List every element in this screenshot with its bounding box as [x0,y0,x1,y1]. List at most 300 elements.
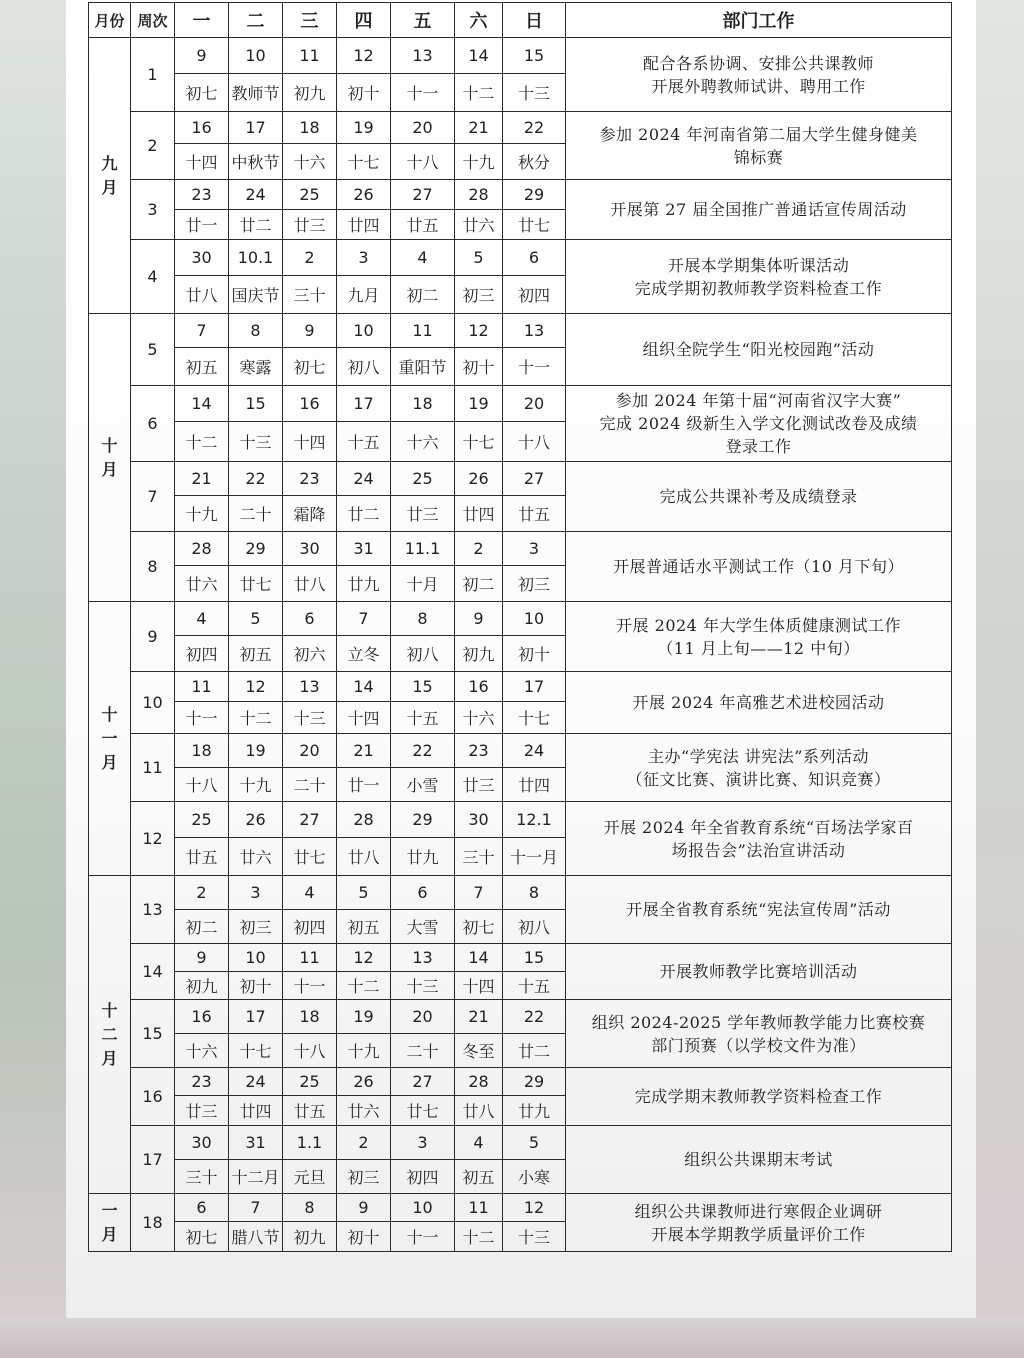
lunar-date-cell: 廿九 [391,838,455,876]
week-date-row [89,802,952,838]
date-cell: 22 [229,462,283,496]
date-cell: 9 [283,314,337,348]
lunar-date-cell: 初六 [283,636,337,672]
date-cell: 27 [503,462,566,496]
lunar-date-cell: 十二 [175,422,229,462]
department-work-cell [566,944,952,1000]
date-cell: 28 [455,1068,503,1096]
work-item-line: （11 月上旬——12 中旬） [657,638,860,658]
date-cell: 10 [229,38,283,74]
lunar-date-cell: 十一 [503,348,566,386]
date-cell: 10 [229,944,283,972]
date-cell: 18 [391,386,455,422]
week-number: 18 [131,1194,175,1252]
week-date-row [89,1068,952,1096]
date-cell: 18 [175,734,229,768]
lunar-date-cell: 廿三 [455,768,503,802]
date-cell: 4 [455,1126,503,1160]
lunar-date-cell: 初三 [503,566,566,602]
lunar-date-cell: 初二 [391,276,455,314]
month-label-text: 一月 [101,1200,118,1244]
date-cell: 10 [391,1194,455,1222]
date-cell: 14 [175,386,229,422]
lunar-date-cell: 十月 [391,566,455,602]
department-work-cell [566,532,952,602]
work-item-line: 开展 2024 年大学生体质健康测试工作 [616,615,901,635]
date-cell: 13 [503,314,566,348]
work-item-line: 完成公共课补考及成绩登录 [659,487,858,506]
week-number: 15 [131,1000,175,1068]
lunar-date-cell: 小寒 [503,1160,566,1194]
week-date-row [89,240,952,276]
department-work-cell [566,180,952,240]
lunar-date-cell: 冬至 [455,1034,503,1068]
lunar-date-cell: 廿七 [229,566,283,602]
lunar-date-cell: 廿二 [503,1034,566,1068]
date-cell: 30 [175,1126,229,1160]
date-cell: 13 [391,38,455,74]
week-number: 1 [131,38,175,112]
lunar-date-cell: 十八 [503,422,566,462]
date-cell: 6 [391,876,455,910]
lunar-date-cell: 十八 [391,144,455,180]
week-date-row [89,602,952,636]
work-item-line: 完成 2024 级新生入学文化测试改卷及成绩 [599,414,918,433]
lunar-date-cell: 初三 [455,276,503,314]
lunar-date-cell: 十五 [391,702,455,734]
work-item-line: 组织公共课教师进行寒假企业调研 [634,1201,883,1221]
header-day-fri: 五 [391,3,455,38]
date-cell: 23 [455,734,503,768]
lunar-date-cell: 十二 [455,1222,503,1252]
date-cell: 15 [503,944,566,972]
date-cell: 3 [229,876,283,910]
department-work-cell [566,462,952,532]
department-work-cell [566,38,952,112]
lunar-date-cell: 廿七 [503,210,566,240]
date-cell: 11 [175,672,229,702]
date-cell: 3 [337,240,391,276]
lunar-date-cell: 十二 [455,74,503,112]
lunar-date-cell: 廿五 [391,210,455,240]
week-number: 13 [131,876,175,944]
date-cell: 14 [337,672,391,702]
lunar-date-cell: 初七 [175,74,229,112]
lunar-date-cell: 廿六 [337,1096,391,1126]
lunar-date-cell: 廿四 [337,210,391,240]
lunar-date-cell: 初十 [337,1222,391,1252]
date-cell: 21 [337,734,391,768]
work-item-line: 参加 2024 年河南省第二届大学生健身健美 [599,124,918,144]
date-cell: 12 [337,38,391,74]
lunar-date-cell: 廿六 [455,210,503,240]
week-date-row [89,532,952,566]
date-cell: 20 [391,112,455,144]
lunar-date-cell: 初十 [503,636,566,672]
date-cell: 22 [503,1000,566,1034]
lunar-date-cell: 教师节 [229,74,283,112]
date-cell: 25 [175,802,229,838]
date-cell: 7 [175,314,229,348]
lunar-date-cell: 廿七 [283,838,337,876]
department-work-cell [566,672,952,734]
lunar-date-cell: 国庆节 [229,276,283,314]
work-item-line: 开展 2024 年全省教育系统“百场法学家百 [603,817,914,837]
work-item-line: 开展本学期教学质量评价工作 [651,1224,866,1244]
date-cell: 20 [503,386,566,422]
lunar-date-cell: 十七 [337,144,391,180]
date-cell: 6 [175,1194,229,1222]
lunar-date-cell: 廿九 [337,566,391,602]
work-item-line: 登录工作 [725,437,792,456]
date-cell: 29 [391,802,455,838]
lunar-date-cell: 小雪 [391,768,455,802]
lunar-date-cell: 廿五 [175,838,229,876]
week-number: 17 [131,1126,175,1194]
date-cell: 20 [391,1000,455,1034]
lunar-date-cell: 二十 [283,768,337,802]
date-cell: 19 [337,1000,391,1034]
date-cell: 26 [229,802,283,838]
week-date-row [89,180,952,210]
date-cell: 7 [337,602,391,636]
department-work-cell [566,386,952,462]
date-cell: 7 [229,1194,283,1222]
date-cell: 3 [503,532,566,566]
date-cell: 11 [391,314,455,348]
lunar-date-cell: 十一 [391,74,455,112]
lunar-date-cell: 十四 [337,702,391,734]
date-cell: 30 [175,240,229,276]
lunar-date-cell: 初九 [283,1222,337,1252]
lunar-date-cell: 初二 [175,910,229,944]
date-cell: 16 [175,1000,229,1034]
lunar-date-cell: 廿七 [391,1096,455,1126]
lunar-date-cell: 十三 [503,1222,566,1252]
lunar-date-cell: 廿五 [503,496,566,532]
date-cell: 5 [503,1126,566,1160]
week-date-row [89,876,952,910]
date-cell: 8 [391,602,455,636]
month-label-text: 九月 [101,153,118,197]
week-number: 12 [131,802,175,876]
lunar-date-cell: 十三 [503,74,566,112]
lunar-date-cell: 十五 [337,422,391,462]
date-cell: 12.1 [503,802,566,838]
date-cell: 25 [283,180,337,210]
lunar-date-cell: 初五 [229,636,283,672]
background-right [972,0,1024,1358]
lunar-date-cell: 初四 [391,1160,455,1194]
date-cell: 22 [503,112,566,144]
lunar-date-cell: 初十 [337,74,391,112]
lunar-date-cell: 十六 [455,702,503,734]
lunar-date-cell: 十四 [283,422,337,462]
month-label [89,876,131,1194]
header-week: 周次 [131,3,175,38]
date-cell: 19 [455,386,503,422]
lunar-date-cell: 廿三 [391,496,455,532]
date-cell: 17 [229,112,283,144]
date-cell: 20 [283,734,337,768]
date-cell: 15 [503,38,566,74]
lunar-date-cell: 十三 [229,422,283,462]
lunar-date-cell: 十七 [455,422,503,462]
week-date-row [89,112,952,144]
lunar-date-cell: 初八 [337,348,391,386]
date-cell: 12 [229,672,283,702]
header-month: 月份 [89,3,131,38]
lunar-date-cell: 十一 [175,702,229,734]
date-cell: 24 [229,1068,283,1096]
date-cell: 17 [503,672,566,702]
lunar-date-cell: 二十 [391,1034,455,1068]
work-item-line: 组织公共课期末考试 [684,1150,833,1169]
date-cell: 10.1 [229,240,283,276]
date-cell: 4 [283,876,337,910]
date-cell: 2 [455,532,503,566]
lunar-date-cell: 初十 [455,348,503,386]
date-cell: 16 [455,672,503,702]
lunar-date-cell: 十七 [503,702,566,734]
department-work-cell [566,734,952,802]
date-cell: 31 [229,1126,283,1160]
month-label [89,1194,131,1252]
date-cell: 23 [283,462,337,496]
lunar-date-cell: 廿一 [337,768,391,802]
date-cell: 13 [283,672,337,702]
lunar-date-cell: 初四 [283,910,337,944]
date-cell: 6 [283,602,337,636]
lunar-date-cell: 初七 [175,1222,229,1252]
week-number: 4 [131,240,175,314]
lunar-date-cell: 初三 [337,1160,391,1194]
work-item-line: 开展本学期集体听课活动 [667,255,850,275]
date-cell: 27 [283,802,337,838]
lunar-date-cell: 廿一 [175,210,229,240]
week-date-row [89,672,952,702]
lunar-date-cell: 初五 [337,910,391,944]
date-cell: 15 [229,386,283,422]
date-cell: 11 [283,38,337,74]
date-cell: 8 [229,314,283,348]
date-cell: 27 [391,180,455,210]
date-cell: 4 [391,240,455,276]
date-cell: 9 [337,1194,391,1222]
lunar-date-cell: 廿六 [175,566,229,602]
date-cell: 18 [283,112,337,144]
date-cell: 29 [503,1068,566,1096]
week-number: 5 [131,314,175,386]
date-cell: 28 [337,802,391,838]
lunar-date-cell: 十六 [283,144,337,180]
lunar-date-cell: 初十 [229,972,283,1000]
lunar-date-cell: 立冬 [337,636,391,672]
date-cell: 16 [283,386,337,422]
lunar-date-cell: 初九 [175,972,229,1000]
work-item-line: 场报告会”法治宣讲活动 [671,840,846,860]
date-cell: 24 [337,462,391,496]
date-cell: 7 [455,876,503,910]
date-cell: 25 [283,1068,337,1096]
lunar-date-cell: 廿八 [337,838,391,876]
work-item-line: 部门预赛（以学校文件为准） [651,1035,866,1055]
department-work-cell [566,240,952,314]
lunar-date-cell: 初四 [175,636,229,672]
work-item-line: 开展 2024 年高雅艺术进校园活动 [632,693,885,712]
lunar-date-cell: 廿六 [229,838,283,876]
date-cell: 3 [391,1126,455,1160]
date-cell: 14 [455,944,503,972]
lunar-date-cell: 十九 [175,496,229,532]
lunar-date-cell: 十二 [229,702,283,734]
week-date-row [89,314,952,348]
date-cell: 28 [175,532,229,566]
header-work: 部门工作 [566,3,952,38]
lunar-date-cell: 初三 [229,910,283,944]
date-cell: 5 [229,602,283,636]
date-cell: 29 [229,532,283,566]
lunar-date-cell: 初七 [283,348,337,386]
lunar-date-cell: 初九 [455,636,503,672]
background-left [0,0,70,1358]
date-cell: 10 [503,602,566,636]
department-work-cell [566,1194,952,1252]
week-date-row [89,38,952,74]
week-date-row [89,734,952,768]
week-date-row [89,386,952,422]
work-item-line: 开展外聘教师试讲、聘用工作 [651,76,866,96]
lunar-date-cell: 廿九 [503,1096,566,1126]
work-item-line: （征文比赛、演讲比赛、知识竞赛） [626,769,891,789]
lunar-date-cell: 廿八 [175,276,229,314]
header-day-thu: 四 [337,3,391,38]
lunar-date-cell: 寒露 [229,348,283,386]
work-item-line: 组织 2024-2025 学年教师教学能力比赛校赛 [591,1012,926,1032]
lunar-date-cell: 廿八 [283,566,337,602]
date-cell: 15 [391,672,455,702]
month-label-text: 十一月 [101,704,118,772]
lunar-date-cell: 初四 [503,276,566,314]
work-item-line: 配合各系协调、安排公共课教师 [642,53,874,73]
lunar-date-cell: 大雪 [391,910,455,944]
date-cell: 21 [175,462,229,496]
lunar-date-cell: 中秋节 [229,144,283,180]
background-bottom [0,1318,1024,1358]
month-label [89,38,131,314]
lunar-date-cell: 十四 [455,972,503,1000]
date-cell: 14 [455,38,503,74]
lunar-date-cell: 初二 [455,566,503,602]
lunar-date-cell: 初五 [175,348,229,386]
lunar-date-cell: 霜降 [283,496,337,532]
date-cell: 2 [337,1126,391,1160]
work-item-line: 锦标赛 [733,147,784,167]
lunar-date-cell: 十二月 [229,1160,283,1194]
date-cell: 9 [455,602,503,636]
lunar-date-cell: 元旦 [283,1160,337,1194]
header-day-sun: 日 [503,3,566,38]
lunar-date-cell: 十二 [337,972,391,1000]
date-cell: 10 [337,314,391,348]
date-cell: 23 [175,1068,229,1096]
lunar-date-cell: 三十 [175,1160,229,1194]
date-cell: 28 [455,180,503,210]
header-day-tue: 二 [229,3,283,38]
department-work-cell [566,1068,952,1126]
lunar-date-cell: 廿四 [503,768,566,802]
lunar-date-cell: 十一 [391,1222,455,1252]
lunar-date-cell: 三十 [455,838,503,876]
work-item-line: 开展普通话水平测试工作（10 月下旬） [613,557,904,576]
week-number: 3 [131,180,175,240]
header-day-wed: 三 [283,3,337,38]
month-label-text: 十月 [101,435,118,479]
date-cell: 5 [337,876,391,910]
header-row [89,3,952,38]
date-cell: 8 [283,1194,337,1222]
date-cell: 16 [175,112,229,144]
date-cell: 4 [175,602,229,636]
lunar-date-cell: 十一月 [503,838,566,876]
date-cell: 11.1 [391,532,455,566]
lunar-date-cell: 廿八 [455,1096,503,1126]
lunar-date-cell: 十三 [391,972,455,1000]
work-item-line: 完成学期初教师教学资料检查工作 [634,278,883,298]
lunar-date-cell: 廿四 [229,1096,283,1126]
date-cell: 13 [391,944,455,972]
month-label [89,602,131,876]
lunar-date-cell: 廿三 [283,210,337,240]
date-cell: 11 [455,1194,503,1222]
date-cell: 26 [455,462,503,496]
lunar-date-cell: 初八 [391,636,455,672]
week-number: 2 [131,112,175,180]
date-cell: 24 [229,180,283,210]
date-cell: 12 [503,1194,566,1222]
lunar-date-cell: 十九 [337,1034,391,1068]
date-cell: 30 [455,802,503,838]
lunar-date-cell: 初八 [503,910,566,944]
date-cell: 27 [391,1068,455,1096]
date-cell: 17 [337,386,391,422]
lunar-date-cell: 十七 [229,1034,283,1068]
date-cell: 19 [229,734,283,768]
department-work-cell [566,1000,952,1068]
header-day-sat: 六 [455,3,503,38]
date-cell: 18 [283,1000,337,1034]
lunar-date-cell: 廿二 [337,496,391,532]
lunar-date-cell: 廿二 [229,210,283,240]
work-item-line: 组织全院学生“阳光校园跑”活动 [642,340,875,359]
lunar-date-cell: 三十 [283,276,337,314]
date-cell: 21 [455,112,503,144]
date-cell: 12 [337,944,391,972]
week-date-row [89,462,952,496]
lunar-date-cell: 十六 [391,422,455,462]
work-item-line: 开展全省教育系统“宪法宣传周”活动 [626,900,891,919]
date-cell: 2 [175,876,229,910]
date-cell: 29 [503,180,566,210]
lunar-date-cell: 十三 [283,702,337,734]
department-work-cell [566,112,952,180]
lunar-date-cell: 秋分 [503,144,566,180]
department-work-cell [566,602,952,672]
department-work-cell [566,802,952,876]
lunar-date-cell: 十八 [283,1034,337,1068]
date-cell: 30 [283,532,337,566]
week-number: 9 [131,602,175,672]
